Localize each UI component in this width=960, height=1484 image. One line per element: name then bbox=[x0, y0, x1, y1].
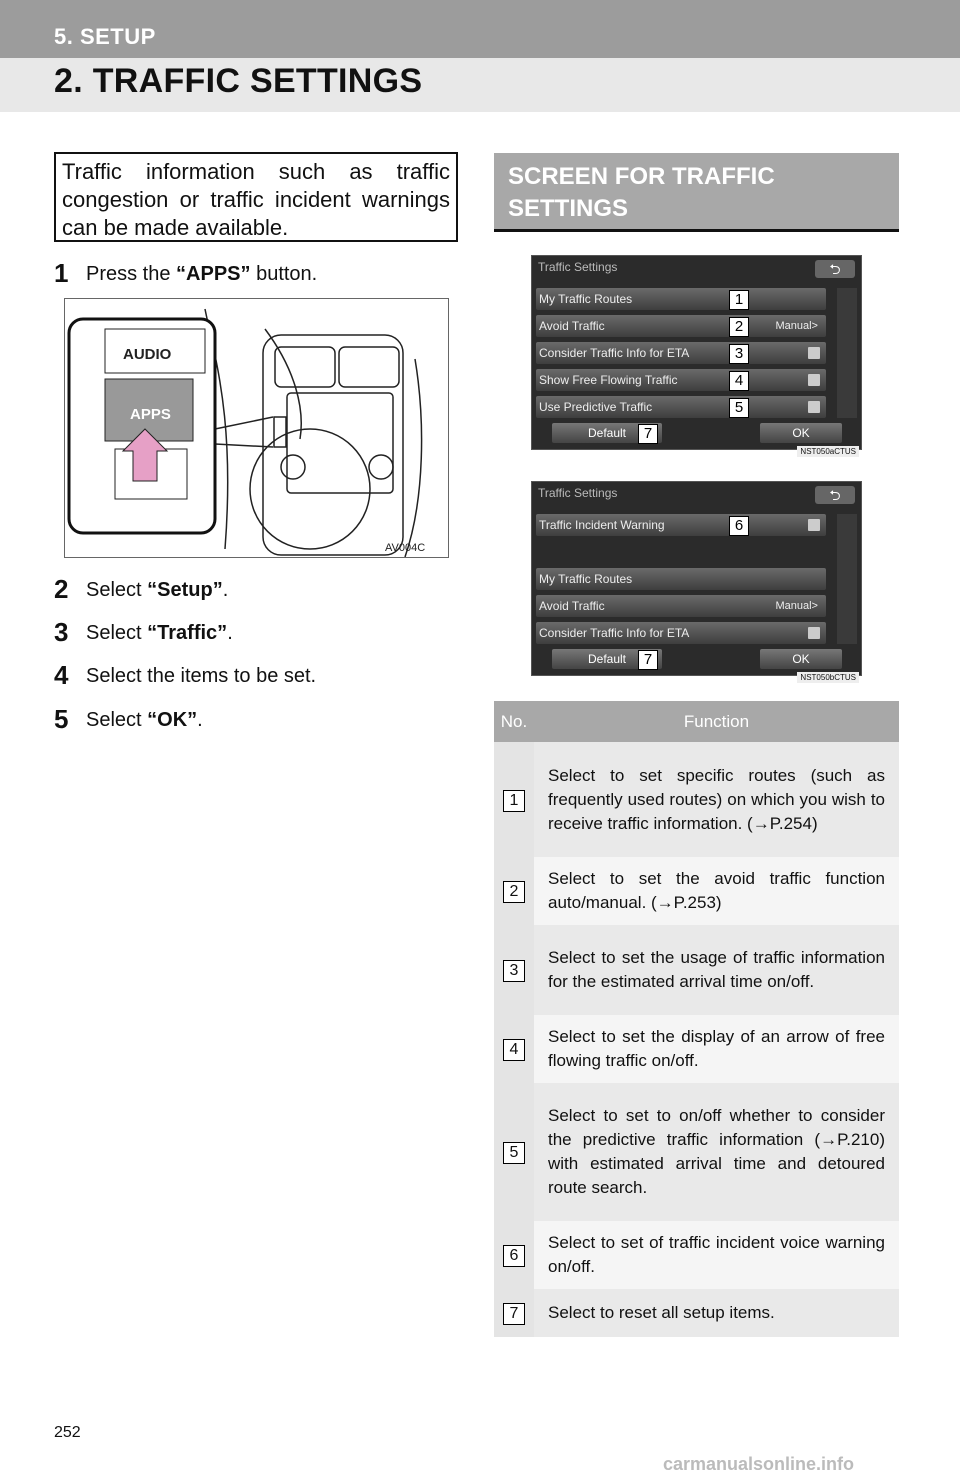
traffic-settings-screen-1 bbox=[531, 255, 862, 456]
callout: 1 bbox=[729, 290, 749, 310]
scrollbar[interactable] bbox=[837, 514, 857, 644]
checkbox[interactable] bbox=[808, 519, 820, 531]
callout: 7 bbox=[638, 650, 658, 670]
table-row: 1 Select to set specific routes (such as frequently used routes) on which you wish to receive traffic information. (→P.254) bbox=[494, 742, 899, 857]
intro-box: Traffic information such as traffic congestion or traffic incident warnings can be made available. bbox=[54, 152, 458, 242]
scrollbar[interactable] bbox=[837, 288, 857, 418]
row-show-free-flowing[interactable]: Show Free Flowing Traffic bbox=[536, 369, 826, 391]
step-1: 1 Press the “APPS” button. bbox=[54, 258, 318, 288]
page-number: 252 bbox=[54, 1424, 81, 1441]
watermark: carmanualsonline.info bbox=[663, 1454, 855, 1474]
screen-code: NST050bCTUS bbox=[797, 672, 859, 683]
screen-title: Traffic Settings bbox=[538, 486, 618, 500]
callout: 2 bbox=[729, 317, 749, 337]
back-button[interactable]: ⮌ bbox=[815, 486, 855, 504]
step-number: 3 bbox=[54, 617, 69, 647]
ok-button[interactable]: OK bbox=[760, 423, 842, 443]
section-label: 5. SETUP bbox=[54, 24, 156, 49]
audio-label: AUDIO bbox=[123, 346, 172, 363]
screen-title: Traffic Settings bbox=[538, 260, 618, 274]
table-row: 5 Select to set to on/off whether to consider the predictive traffic information (→P.210) with estimated arrival time and detoured route search. bbox=[494, 1083, 899, 1221]
back-button[interactable]: ⮌ bbox=[815, 260, 855, 278]
column-header-no: No. bbox=[494, 701, 534, 742]
checkbox[interactable] bbox=[808, 374, 820, 386]
function-table bbox=[494, 701, 899, 1337]
step-number: 4 bbox=[54, 660, 69, 690]
screen-code: NST050aCTUS bbox=[797, 446, 859, 457]
step-4: 4 Select the items to be set. bbox=[54, 660, 317, 690]
illustration-code: AV004C bbox=[385, 542, 426, 554]
apps-button-illustration bbox=[64, 298, 449, 558]
callout: 5 bbox=[729, 398, 749, 418]
default-button[interactable]: Default bbox=[552, 649, 662, 669]
row-avoid-traffic[interactable]: Avoid Traffic Manual> bbox=[536, 595, 826, 617]
step-number: 1 bbox=[54, 258, 69, 288]
row-my-traffic-routes[interactable]: My Traffic Routes bbox=[536, 568, 826, 590]
step-3: 3 Select “Traffic”. bbox=[54, 617, 233, 647]
table-row: 4 Select to set the display of an arrow of free flowing traffic on/off. bbox=[494, 1015, 899, 1083]
checkbox[interactable] bbox=[808, 401, 820, 413]
step-5: 5 Select “OK”. bbox=[54, 704, 203, 734]
row-consider-traffic-eta[interactable]: Consider Traffic Info for ETA bbox=[536, 622, 826, 644]
row-traffic-incident-warning[interactable]: Traffic Incident Warning bbox=[536, 514, 826, 536]
checkbox[interactable] bbox=[808, 627, 820, 639]
step-number: 2 bbox=[54, 574, 69, 604]
callout: 7 bbox=[638, 424, 658, 444]
chapter-title: 2. TRAFFIC SETTINGS bbox=[54, 62, 423, 100]
row-consider-traffic-eta[interactable]: Consider Traffic Info for ETA bbox=[536, 342, 826, 364]
traffic-settings-screen-2 bbox=[531, 481, 862, 682]
callout: 4 bbox=[729, 371, 749, 391]
screen-section-heading: SCREEN FOR TRAFFIC SETTINGS bbox=[494, 153, 899, 232]
step-2: 2 Select “Setup”. bbox=[54, 574, 229, 604]
callout: 3 bbox=[729, 344, 749, 364]
row-use-predictive[interactable]: Use Predictive Traffic bbox=[536, 396, 826, 418]
table-row: 2 Select to set the avoid traffic function auto/manual. (→P.253) bbox=[494, 857, 899, 925]
table-row: 7 Select to reset all setup items. bbox=[494, 1289, 899, 1337]
column-header-function: Function bbox=[534, 701, 899, 742]
step-number: 5 bbox=[54, 704, 69, 734]
default-button[interactable]: Default bbox=[552, 423, 662, 443]
row-avoid-traffic[interactable]: Avoid Traffic Manual> bbox=[536, 315, 826, 337]
ok-button[interactable]: OK bbox=[760, 649, 842, 669]
row-my-traffic-routes[interactable]: My Traffic Routes bbox=[536, 288, 826, 310]
table-row: 3 Select to set the usage of traffic information for the estimated arrival time on/off. bbox=[494, 925, 899, 1015]
callout: 6 bbox=[729, 516, 749, 536]
table-row: 6 Select to set of traffic incident voice warning on/off. bbox=[494, 1221, 899, 1289]
apps-label: APPS bbox=[130, 406, 171, 423]
checkbox[interactable] bbox=[808, 347, 820, 359]
